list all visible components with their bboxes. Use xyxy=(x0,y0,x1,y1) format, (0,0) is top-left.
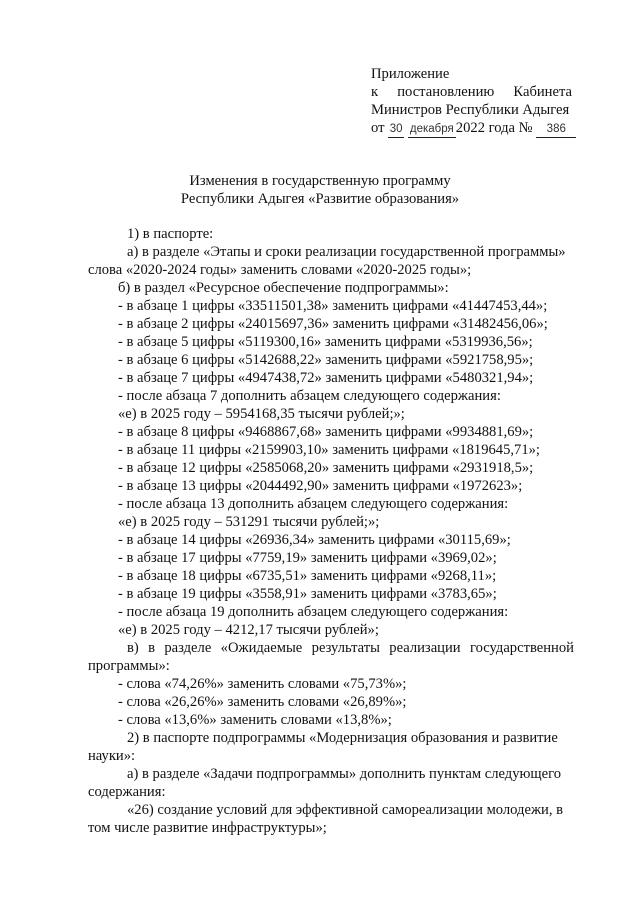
body-line: - в абзаце 19 цифры «3558,91» заменить цифрами «3783,65»; xyxy=(118,586,497,602)
body-line: слова «2020-2024 годы» заменить словами «2020-2025 годы»; xyxy=(88,262,472,278)
body-line: - в абзаце 12 цифры «2585068,20» заменить цифрами «2931918,5»; xyxy=(118,460,534,476)
doc-title-line2: Республики Адыгея «Развитие образования» xyxy=(180,191,460,207)
body-line: - слова «26,26%» заменить словами «26,89%»; xyxy=(118,694,407,710)
header-ministers: Министров Республики Адыгея xyxy=(371,102,570,118)
body-line: - в абзаце 18 цифры «6735,51» заменить цифрами «9268,11»; xyxy=(118,568,497,584)
body-line: - после абзаца 13 дополнить абзацем следующего содержания: xyxy=(118,496,509,512)
body-line: программы»: xyxy=(88,658,170,674)
body-line: «26) создание условий для эффективной самореализации молодежи, в xyxy=(127,802,564,818)
body-line: - слова «74,26%» заменить словами «75,73%»; xyxy=(118,676,407,692)
body-line: том числе развитие инфраструктуры»; xyxy=(88,820,327,836)
body-line: а) в разделе «Этапы и сроки реализации государственной программы» xyxy=(127,244,566,260)
body-line: «е) в 2025 году – 531291 тысячи рублей;»; xyxy=(118,514,380,530)
body-line: 1) в паспорте: xyxy=(127,226,214,242)
body-line: а) в разделе «Задачи подпрограммы» дополнить пунктам следующего xyxy=(127,766,562,782)
body-line: «е) в 2025 году – 5954168,35 тысячи рублей;»; xyxy=(118,406,405,422)
body-line: - в абзаце 17 цифры «7759,19» заменить цифрами «3969,02»; xyxy=(118,550,497,566)
body-line: - в абзаце 11 цифры «2159903,10» заменить цифрами «1819645,71»; xyxy=(118,442,540,458)
body-line: - после абзаца 19 дополнить абзацем следующего содержания: xyxy=(118,604,509,620)
header-date-line: от 30 декабря 2022 года № 386 xyxy=(371,119,576,138)
body-line-justified: в) в разделе «Ожидаемые результаты реализации государственной xyxy=(127,640,574,656)
body-line: - в абзаце 13 цифры «2044492,90» заменить цифрами «1972623»; xyxy=(118,478,523,494)
body-line: - в абзаце 5 цифры «5119300,16» заменить цифрами «5319936,56»; xyxy=(118,334,533,350)
body-line: - в абзаце 14 цифры «26936,34» заменить цифрами «30115,69»; xyxy=(118,532,511,548)
body-line: - в абзаце 2 цифры «24015697,36» заменить цифрами «31482456,06»; xyxy=(118,316,548,332)
doc-title-line1: Изменения в государственную программу xyxy=(189,173,451,189)
body-line: - в абзаце 6 цифры «5142688,22» заменить цифрами «5921758,95»; xyxy=(118,352,534,368)
date-day-field: 30 xyxy=(388,122,404,138)
body-line: науки»: xyxy=(88,748,136,764)
body-line: 2) в паспорте подпрограммы «Модернизация образования и развитие xyxy=(127,730,558,746)
body-line: - в абзаце 1 цифры «33511501,38» заменить цифрами «41447453,44»; xyxy=(118,298,548,314)
header-line-resolution: к постановлению Кабинета xyxy=(371,84,572,100)
date-month-field: декабря xyxy=(408,122,456,138)
doc-number-field: 386 xyxy=(536,122,576,138)
body-line: - в абзаце 8 цифры «9468867,68» заменить цифрами «9934881,69»; xyxy=(118,424,534,440)
body-line: содержания: xyxy=(88,784,166,800)
body-line: - в абзаце 7 цифры «4947438,72» заменить цифрами «5480321,94»; xyxy=(118,370,534,386)
body-line: б) в раздел «Ресурсное обеспечение подпрограммы»: xyxy=(118,280,449,296)
header-appendix: Приложение xyxy=(371,66,450,82)
body-line: - после абзаца 7 дополнить абзацем следующего содержания: xyxy=(118,388,501,404)
body-line: - слова «13,6%» заменить словами «13,8%»; xyxy=(118,712,392,728)
body-line: «е) в 2025 году – 4212,17 тысячи рублей»; xyxy=(118,622,379,638)
